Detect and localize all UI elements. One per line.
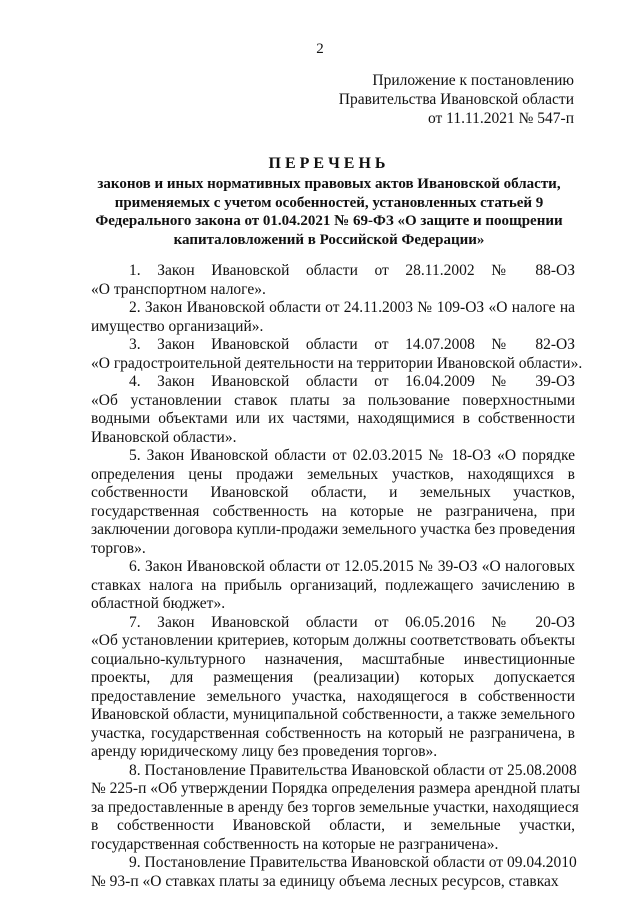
list-item-line: 4. Закон Ивановской области от 16.04.2009 № 39-ОЗ: [129, 373, 575, 390]
list-item-line: 9. Постановление Правительства Ивановской области от 09.04.2010: [129, 854, 577, 871]
list-item-line: в собственности Ивановской области, и земельные участки,: [91, 817, 575, 834]
list-item-line: ставках налога на прибыль организаций, подлежащего зачислению в: [91, 576, 575, 594]
list-item-line: 5. Закон Ивановской области от 02.03.2015 № 18-ОЗ «О порядке: [129, 447, 575, 464]
list-item-line: «Об установлении ставок платы за пользование поверхностными: [91, 391, 575, 409]
list-item: [91, 761, 581, 855]
list-item-line: 7. Закон Ивановской области от 06.05.2016 № 20-ОЗ: [129, 613, 575, 631]
subtitle-line: капиталовложений в Российской Федерации»: [173, 231, 485, 248]
subtitle-line: применяемых с учетом особенностей, установленных статьей 9: [114, 194, 544, 211]
list-item-line: 8. Постановление Правительства Ивановской области от 25.08.2008: [129, 761, 577, 779]
list-item: [91, 447, 575, 558]
document-title-block: [80, 154, 578, 249]
list-item-line: «О градостроительной деятельности на территории Ивановской области».: [91, 354, 583, 372]
appendix-line: от 11.11.2021 № 547-п: [427, 110, 574, 127]
list-item-line: проекты, для размещения (реализации) которых допускается: [91, 669, 575, 686]
list-item-line: торгов».: [91, 539, 146, 557]
document-subtitle: [80, 175, 578, 249]
list-item-line: участка, государственная собственность на который не разграничена, в: [91, 724, 575, 742]
list-item-line: «Об установлении критериев, которым должны соответствовать объекты: [91, 632, 575, 649]
list-item-line: государственная собственность на которые не разграничена, при: [91, 502, 575, 520]
appendix-header: [339, 71, 574, 128]
list-item: [91, 262, 575, 299]
list-item-line: «О транспортном налоге».: [91, 280, 266, 298]
list-item-line: социально-культурного назначения, масштабные инвестиционные: [91, 650, 575, 668]
appendix-line: Приложение к постановлению: [372, 72, 574, 89]
legal-acts-list: [91, 262, 583, 891]
list-item-line: Ивановской области».: [91, 428, 237, 446]
list-item-line: № 93-п «О ставках платы за единицу объема лесных ресурсов, ставках: [91, 872, 559, 890]
list-item-line: государственная собственность на которые не разграничена».: [91, 835, 499, 853]
list-item-line: собственности Ивановской области, и земельных участков,: [91, 484, 575, 501]
list-item-line: водными объектами или их частями, находящимися в собственности: [91, 410, 575, 427]
list-item-line: аренду юридическому лицу без проведения торгов».: [91, 743, 438, 760]
list-item: [91, 558, 575, 614]
list-item-line: имущество организаций».: [91, 317, 264, 335]
list-item: [91, 614, 575, 762]
list-item: [91, 336, 583, 373]
list-item-line: за предоставленные в аренду без торгов земельные участки, находящиеся: [91, 798, 579, 816]
list-item-line: Ивановской области, муниципальной собственности, а также земельного: [91, 706, 575, 723]
list-item: [91, 373, 575, 447]
list-item-line: 2. Закон Ивановской области от 24.11.2003 № 109-ОЗ «О налоге на: [129, 299, 575, 316]
list-item-line: 6. Закон Ивановской области от 12.05.2015 № 39-ОЗ «О налоговых: [129, 558, 575, 575]
list-item-line: областной бюджет».: [91, 595, 226, 612]
page-number: 2: [316, 41, 324, 57]
list-item-line: № 225-п «Об утверждении Порядка определения размера арендной платы: [91, 780, 581, 797]
list-item-line: определения цены продажи земельных участков, находящихся в: [91, 465, 575, 483]
list-item-line: 1. Закон Ивановской области от 28.11.2002 № 88-ОЗ: [129, 262, 575, 279]
appendix-line: Правительства Ивановской области: [338, 91, 574, 108]
list-item-line: заключении договора купли-продажи земельного участка без проведения: [91, 521, 576, 538]
list-item: [91, 299, 575, 336]
document-title: ПЕРЕЧЕНЬ: [268, 155, 390, 172]
subtitle-line: Федерального закона от 01.04.2021 № 69-ФЗ «О защите и поощрении: [95, 213, 563, 229]
list-item-line: предоставление земельного участка, находящегося в собственности: [91, 687, 575, 705]
subtitle-line: законов и иных нормативных правовых актов Ивановской области,: [97, 176, 561, 192]
list-item-line: 3. Закон Ивановской области от 14.07.2008 № 82-ОЗ: [129, 336, 575, 353]
list-item: [91, 854, 575, 891]
